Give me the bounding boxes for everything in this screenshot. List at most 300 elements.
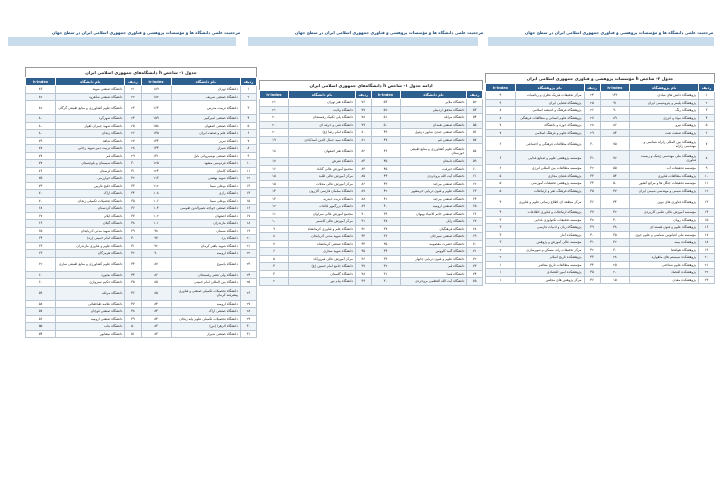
- table-cell: ۱۴۵: [141, 130, 171, 138]
- table-cell: ۱۴۴: [141, 145, 171, 153]
- table-cell: ۳۱: [584, 151, 600, 165]
- table-cell: ۶۳: [26, 250, 56, 258]
- table-row: [486, 246, 715, 254]
- table-cell: دانشگاه ولی عصر رفسنجان: [171, 271, 240, 279]
- table-row: [486, 239, 715, 247]
- table-cell: پژوهشگاه علوم انسانی و مطالعات فرهنگی: [515, 114, 584, 122]
- table-cell: پژوهشگاه رویان: [630, 216, 699, 224]
- table-cell: ۳۲: [600, 239, 630, 247]
- table-row: [486, 99, 715, 107]
- table-cell: ۴: [486, 195, 516, 209]
- table-cell: ۸: [240, 145, 256, 153]
- table-cell: دانشگاه هرمزگان: [56, 250, 125, 258]
- column-header: نام دانشگاه: [171, 78, 240, 86]
- table-cell: ۱۵: [698, 216, 714, 224]
- table-cell: ۱۸۲: [141, 93, 171, 101]
- table-cell: ۸۳: [26, 86, 56, 94]
- table-cell: ۵۱: [371, 114, 400, 122]
- table-cell: ۵۲: [371, 106, 400, 114]
- table-cell: ۱۴۴: [141, 137, 171, 145]
- table-cell: دانشگاه صنعتی شیراز: [171, 330, 240, 338]
- table-cell: ۲۹: [584, 129, 600, 137]
- column-header: نام دانشگاه: [56, 78, 125, 86]
- table-cell: ۹۳: [355, 233, 371, 241]
- table-cell: دانشگاه یزد: [171, 235, 240, 243]
- table-cell: ۴۵: [584, 269, 600, 277]
- table-cell: ۱۰۶: [141, 197, 171, 205]
- table-cell: ۲: [486, 254, 516, 262]
- table-row: [486, 151, 715, 165]
- table-cell: ۴۳: [125, 257, 141, 271]
- table-cell: دانشگاه صنعتی سهند: [56, 86, 125, 94]
- table-cell: دانشگاه شیراز: [171, 145, 240, 153]
- table-cell: ۹۰: [355, 210, 371, 218]
- column-header: ردیف: [467, 91, 483, 99]
- table-row: [486, 216, 715, 224]
- table-cell: ۵۰: [600, 180, 630, 188]
- table-cell: دانشگاه تحصیلات تکمیلی صنعتی و فناوری پیشرفته کرمان: [171, 286, 240, 300]
- table-cell: ۱۰۴: [141, 205, 171, 213]
- table-cell: پژوهشگاه هوافضا: [630, 246, 699, 254]
- table-cell: پژوهشگاه فناوری های نوین: [630, 195, 699, 209]
- table-cell: ۶۰: [26, 271, 56, 279]
- table-cell: ۹۵: [355, 248, 371, 256]
- table-row: [26, 145, 257, 153]
- table-cell: ۹۲: [141, 242, 171, 250]
- table-cell: دانشگاه علوم کشاورزی و منابع طبیعی خوزستان: [400, 144, 467, 158]
- h-index-table: [25, 77, 257, 338]
- table-cell: ۶۶: [467, 210, 483, 218]
- table-cell: ۱۹: [698, 246, 714, 254]
- table-cell: ۹۰: [600, 107, 630, 115]
- table-cell: ۳۹: [371, 210, 400, 218]
- column-header: h-index: [371, 91, 400, 99]
- table-cell: ۹۴: [355, 240, 371, 248]
- table-cell: ۲۹: [240, 315, 256, 323]
- table-cell: ۷: [698, 137, 714, 151]
- table-cell: ۷۹: [355, 121, 371, 129]
- table-cell: مؤسسه آموزش عالی علمی کاربردی: [630, 209, 699, 217]
- table-cell: ۴۶: [371, 144, 400, 158]
- table-cell: ۲۰: [240, 235, 256, 243]
- table-cell: دانشگاه محقق اردبیلی: [400, 106, 467, 114]
- table-row: [486, 195, 715, 209]
- table-cell: ۱۶۳: [141, 101, 171, 115]
- table-cell: ۳۲: [584, 165, 600, 173]
- table-cell: ۱۰: [260, 218, 289, 226]
- table-row: [26, 330, 257, 338]
- table-cell: ۱۲: [260, 203, 289, 211]
- table-cell: ۴۹: [125, 315, 141, 323]
- table-cell: پژوهشگاه فضای مجازی: [515, 172, 584, 180]
- table-cell: پژوهشکده بیمه: [630, 239, 699, 247]
- header-band-left: [8, 37, 236, 46]
- table-cell: دانشگاه صنعتی شریف: [171, 93, 240, 101]
- column-header: ردیف: [125, 78, 141, 86]
- table-row: [26, 182, 257, 190]
- table-cell: دانشگاه فسا: [400, 270, 467, 278]
- table-cell: ۵: [698, 122, 714, 130]
- table-row: [26, 122, 257, 130]
- table-cell: دانشگاه زنجان: [56, 130, 125, 138]
- table-cell: ۱۸۹: [141, 86, 171, 94]
- table-cell: ۱۳: [240, 182, 256, 190]
- table-cell: ۶۴: [26, 235, 56, 243]
- table-cell: ۳۷: [371, 225, 400, 233]
- table-cell: دانشگاه شهید باهنر کرمان: [171, 242, 240, 250]
- table-cell: ۶۴: [467, 195, 483, 203]
- table-cell: ۱۰۲: [141, 212, 171, 220]
- table-cell: دانشگاه شهید مدنی آذربایجان: [289, 233, 356, 241]
- table-cell: ۵: [486, 172, 516, 180]
- table-cell: ۲: [260, 278, 289, 286]
- table-header-row: [26, 78, 257, 86]
- table-cell: ۳۰: [125, 160, 141, 168]
- table-cell: ۸: [260, 233, 289, 241]
- table-cell: ۵۴: [26, 330, 56, 338]
- table-cell: ۶۵: [467, 203, 483, 211]
- table-cell: ۵۶: [467, 129, 483, 137]
- table-cell: دانشگاه اراک: [56, 190, 125, 198]
- table-cell: ۳: [486, 231, 516, 239]
- table-header-row: [486, 84, 715, 92]
- table-cell: ۸۶: [355, 180, 371, 188]
- table-cell: ۵۷: [467, 136, 483, 144]
- table-cell: ۳۶: [125, 205, 141, 213]
- table-cell: ۷۰: [467, 240, 483, 248]
- column-header: h-index: [141, 78, 171, 86]
- table-cell: ۱: [486, 276, 516, 284]
- page-header-right: مرجعیت علمی دانشگاه ها و مؤسسات پژوهشی و فناوری جمهوری اسلامی ایران در سطح جهان: [525, 30, 714, 35]
- table-row: [26, 152, 257, 160]
- table-cell: ۴۷: [600, 187, 630, 195]
- table-cell: ۸: [698, 151, 714, 165]
- table-cell: ۱۵: [260, 173, 289, 181]
- table-cell: ۸۰: [355, 129, 371, 137]
- table-cell: ۹۱: [355, 218, 371, 226]
- table-cell: دانشگاه تربیت مدرس: [171, 101, 240, 115]
- table-cell: ۵۵: [600, 165, 630, 173]
- table-cell: ۸۷: [141, 257, 171, 271]
- table-row: [26, 271, 257, 279]
- table-cell: ۳۹: [125, 227, 141, 235]
- table-cell: پژوهشگاه بین المللی زلزله شناسی و مهندسی زلزله: [630, 137, 699, 151]
- table-cell: پژوهشکده تاریخ اسلام: [515, 254, 584, 262]
- table-cell: ۵۸: [26, 300, 56, 308]
- table-cell: ۹: [698, 165, 714, 173]
- table-cell: ۱۰: [240, 160, 256, 168]
- table-cell: مرکز آموزش عالی اقلید: [289, 173, 356, 181]
- table-cell: مرکز آموزش عالی فیروزآباد: [289, 255, 356, 263]
- table-cell: مرکز منطقه ای اطلاع رسانی علوم و فناوری: [515, 195, 584, 209]
- table-cell: ۴۹: [371, 129, 400, 137]
- table-row: [260, 129, 483, 137]
- table-cell: ۳۷: [584, 209, 600, 217]
- table-panel-universities-continued: [259, 80, 483, 286]
- table-cell: ۲۸: [584, 122, 600, 130]
- table-cell: ۵۰: [371, 121, 400, 129]
- table-cell: پژوهشکده معدن: [630, 276, 699, 284]
- table-cell: ۶: [698, 129, 714, 137]
- table-row: [260, 173, 483, 181]
- table-cell: دانشگاه شهید ستاری: [289, 248, 356, 256]
- table-cell: ۵۳: [371, 99, 400, 107]
- table-cell: ۱۵۹: [141, 115, 171, 123]
- table-row: [26, 286, 257, 300]
- table-cell: دانشگاه شهید بهشتی: [171, 175, 240, 183]
- table-cell: ۱: [486, 269, 516, 277]
- table-cell: دانشگاه صنعتی خواجه نصیرالدین طوسی: [171, 205, 240, 213]
- table-cell: دانشگاه ایلام: [56, 212, 125, 220]
- column-header: h-index: [600, 84, 630, 92]
- table-cell: ۲۲: [698, 269, 714, 277]
- table-cell: دانشگاه فنی و حرفه ای: [289, 121, 356, 129]
- table-cell: دانشگاه بین المللی امام خمینی: [171, 279, 240, 287]
- table-cell: ۲: [698, 99, 714, 107]
- table-row: [26, 257, 257, 271]
- table-cell: ۱۸: [260, 144, 289, 158]
- table-cell: دانشگاه تحصیلات تکمیلی علوم پایه زنجان: [171, 315, 240, 323]
- table-cell: ۳۸: [584, 216, 600, 224]
- table-cell: دانشگاه تهران: [171, 86, 240, 94]
- table-cell: ۴۱: [125, 242, 141, 250]
- table-cell: ۴: [260, 263, 289, 271]
- table-cell: پژوهشگاه مطالعات فناوری: [630, 172, 699, 180]
- table-cell: ۳: [698, 107, 714, 115]
- table-cell: ۵۰: [125, 323, 141, 331]
- table-cell: ۷۵: [600, 137, 630, 151]
- table-cell: ۷۴: [467, 270, 483, 278]
- table-cell: دانشگاه علوم و فنون دریایی خرمشهر: [400, 188, 467, 196]
- table-cell: ۹۸: [141, 227, 171, 235]
- table-cell: ۶۰: [26, 279, 56, 287]
- table-cell: دانشگاه تربت حیدریه: [289, 195, 356, 203]
- table-cell: ۴۷: [125, 300, 141, 308]
- table-row: [26, 160, 257, 168]
- column-header: نام دانشگاه: [289, 91, 356, 99]
- table-cell: دانشگاه شاهد: [56, 137, 125, 145]
- table-cell: ۸: [486, 107, 516, 115]
- table-cell: ۴۲: [371, 188, 400, 196]
- table-cell: ۱۹: [240, 227, 256, 235]
- table-row: [260, 210, 483, 218]
- table-cell: ۳: [260, 270, 289, 278]
- table-cell: مؤسسه ملی اقیانوس شناسی و علوم جوی: [630, 231, 699, 239]
- table-cell: ۴۱: [584, 239, 600, 247]
- table-cell: دانشگاه بجنورد: [56, 271, 125, 279]
- table-cell: ۴۵: [371, 165, 400, 173]
- table-cell: ۵۵: [467, 121, 483, 129]
- table-cell: ۷۷: [26, 160, 56, 168]
- table-cell: ۱۱: [260, 210, 289, 218]
- table-cell: دانشگاه امام خمینی (ره): [56, 235, 125, 243]
- table-cell: دانشگاه حکیم سبزواری: [56, 279, 125, 287]
- table-cell: دانشگاه کردستان: [56, 205, 125, 213]
- table-cell: ۵۲: [467, 99, 483, 107]
- table-cell: دانشگاه خلیج فارس: [56, 182, 125, 190]
- table-cell: مؤسسه مطالعات بین المللی انرژی: [515, 165, 584, 173]
- table-cell: ۷۹: [26, 137, 56, 145]
- table-cell: دانشگاه سیستان و بلوچستان: [56, 160, 125, 168]
- column-header: نام پژوهشگاه: [630, 84, 699, 92]
- table-cell: دانشگاه صنعتی جندی شاپور دزفول: [400, 129, 467, 137]
- table-cell: ۷: [486, 122, 516, 130]
- table-cell: ۱: [486, 261, 516, 269]
- table-cell: ۲۰: [260, 129, 289, 137]
- table-cell: ۱: [698, 92, 714, 100]
- table-title: ادامه جدول ۱- شاخص h دانشگاه‌های جمهوری اسلامی ایران: [259, 80, 483, 90]
- table-cell: دانشگاه بزرگمهر قائنات: [289, 203, 356, 211]
- table-row: [486, 276, 715, 284]
- table-cell: ۶: [486, 165, 516, 173]
- table-cell: ۵۴: [600, 172, 630, 180]
- table-title: جدول ۱- شاخص h دانشگاه‌های جمهوری اسلامی ایران: [25, 67, 257, 77]
- table-cell: ۹: [486, 99, 516, 107]
- table-cell: ۹۷: [141, 235, 171, 243]
- table-cell: ۴۵: [125, 279, 141, 287]
- table-row: [260, 136, 483, 144]
- table-cell: ۴۳: [584, 254, 600, 262]
- table-cell: ۶۸: [26, 205, 56, 213]
- table-row: [26, 279, 257, 287]
- table-cell: دانشگاه صنعتی اصفهان: [171, 122, 240, 130]
- table-cell: ۷۱: [467, 248, 483, 256]
- table-cell: ۲۷: [584, 114, 600, 122]
- table-cell: پژوهشگاه دانش های بنیادی: [630, 92, 699, 100]
- table-cell: ۲: [486, 246, 516, 254]
- table-cell: دانشگاه حضرت معصومه: [400, 240, 467, 248]
- table-cell: ۴۲: [600, 209, 630, 217]
- table-cell: مؤسسه پژوهشی علوم و صنایع غذایی: [515, 151, 584, 165]
- table-cell: مؤسسه تحقیقات جنگل ها و مراتع کشور: [630, 180, 699, 188]
- table-cell: ۹: [260, 225, 289, 233]
- table-cell: ۲۱: [260, 106, 289, 114]
- page-header-left: مرجعیت علمی دانشگاه ها و مؤسسات پژوهشی و فناوری جمهوری اسلامی ایران در سطح جهان: [52, 30, 241, 35]
- table-cell: ۷: [240, 137, 256, 145]
- table-cell: ۲۲: [125, 93, 141, 101]
- table-row: [486, 231, 715, 239]
- column-header: ردیف: [584, 84, 600, 92]
- table-cell: دانشگاه صنعتی همدان: [400, 121, 467, 129]
- table-cell: ۵۷: [26, 308, 56, 316]
- table-cell: دانشگاه هنر تهران: [289, 99, 356, 107]
- table-row: [260, 248, 483, 256]
- table-cell: ۵۸: [467, 144, 483, 158]
- table-cell: ۴: [698, 114, 714, 122]
- table-cell: ۲۹: [125, 152, 141, 160]
- table-title: جدول ۲- شاخص h مؤسسات پژوهشی و فناوری جمهوری اسلامی ایران: [485, 73, 715, 83]
- table-cell: دانشگاه صنعتی بیرجند: [400, 195, 467, 203]
- table-cell: دانشگاه جامع امام حسین (ع): [289, 263, 356, 271]
- table-cell: دانشگاه صنعتی نوشیروانی بابل: [171, 152, 240, 160]
- table-cell: ۱۳۱: [141, 152, 171, 160]
- table-cell: ۴۱: [371, 195, 400, 203]
- table-cell: دانشگاه فرهنگیان: [400, 225, 467, 233]
- table-cell: پژوهشکده سیستم های ماهواره: [630, 254, 699, 262]
- table-cell: ۸۲: [355, 144, 371, 158]
- column-header: ردیف: [698, 84, 714, 92]
- table-cell: ۲۱: [125, 86, 141, 94]
- table-row: [260, 158, 483, 166]
- table-cell: ۴۶: [584, 276, 600, 284]
- table-cell: ۴۵: [371, 158, 400, 166]
- table-cell: ۲۸: [125, 145, 141, 153]
- table-cell: ۳۰: [600, 246, 630, 254]
- table-cell: ۳: [486, 239, 516, 247]
- table-cell: ۷۳: [467, 263, 483, 271]
- table-cell: ۵۳: [467, 106, 483, 114]
- table-cell: ۲۳: [240, 257, 256, 271]
- table-cell: ۱: [240, 86, 256, 94]
- column-header: نام پژوهشگاه: [515, 84, 584, 92]
- table-cell: ۱۴۶: [600, 92, 630, 100]
- table-cell: ۸۶: [141, 271, 171, 279]
- table-cell: دانشگاه علامه طباطبائی: [56, 300, 125, 308]
- table-cell: ۲۴: [125, 115, 141, 123]
- table-cell: ۷۷: [355, 106, 371, 114]
- table-cell: ۲۰: [600, 269, 630, 277]
- table-cell: ۱۵: [260, 180, 289, 188]
- column-header: ردیف: [240, 78, 256, 86]
- table-cell: ۲۶: [584, 107, 600, 115]
- table-cell: ۳۶: [371, 233, 400, 241]
- table-cell: دانشگاه صنعتی قم: [400, 136, 467, 144]
- table-cell: ۱۴: [240, 190, 256, 198]
- table-cell: ۹: [486, 92, 516, 100]
- table-row: [486, 187, 715, 195]
- table-cell: ۶۵: [26, 227, 56, 235]
- table-cell: ۲۵: [600, 261, 630, 269]
- table-cell: دانشگاه تبریز: [171, 137, 240, 145]
- table-cell: ۸۷: [355, 188, 371, 196]
- table-cell: دانشگاه امام رضا (ع): [289, 129, 356, 137]
- table-cell: ۴۴: [584, 261, 600, 269]
- table-cell: دانشگاه علم و صنعت ایران: [171, 130, 240, 138]
- table-cell: ۸۱: [355, 136, 371, 144]
- table-row: [486, 254, 715, 262]
- table-panel-research-institutes: [485, 73, 715, 284]
- table-cell: ۴۴: [371, 173, 400, 181]
- column-header: h-index: [26, 78, 56, 86]
- table-cell: دانشگاه گلستان: [289, 270, 356, 278]
- table-row: [486, 92, 715, 100]
- table-cell: ۸۵: [141, 279, 171, 287]
- table-cell: ۳۸: [371, 218, 400, 226]
- table-cell: ۵۹: [467, 158, 483, 166]
- table-cell: دانشگاه بناب: [56, 323, 125, 331]
- table-cell: ۵: [486, 187, 516, 195]
- table-cell: دانشگاه الزهرا (س): [171, 323, 240, 331]
- table-cell: ۲۴: [584, 92, 600, 100]
- table-cell: ۶: [486, 151, 516, 165]
- table-cell: دانشگاه مازندران: [171, 220, 240, 228]
- table-cell: ۵۱: [125, 330, 141, 338]
- table-cell: ۳۵: [125, 197, 141, 205]
- table-cell: پژوهشگاه ارتباطات و فناوری اطلاعات: [515, 209, 584, 217]
- table-row: [260, 106, 483, 114]
- table-cell: ۹۹: [355, 278, 371, 286]
- table-cell: ۷۲: [467, 255, 483, 263]
- table-cell: ۸: [486, 114, 516, 122]
- table-cell: ۴۶: [125, 286, 141, 300]
- table-cell: ۶۲: [467, 180, 483, 188]
- table-cell: ۳۳: [125, 182, 141, 190]
- table-cell: ۱۸: [240, 220, 256, 228]
- table-cell: ۸۳: [355, 158, 371, 166]
- table-cell: ۲۳: [698, 276, 714, 284]
- h-index-table: [259, 90, 483, 286]
- table-cell: ۲۸: [240, 308, 256, 316]
